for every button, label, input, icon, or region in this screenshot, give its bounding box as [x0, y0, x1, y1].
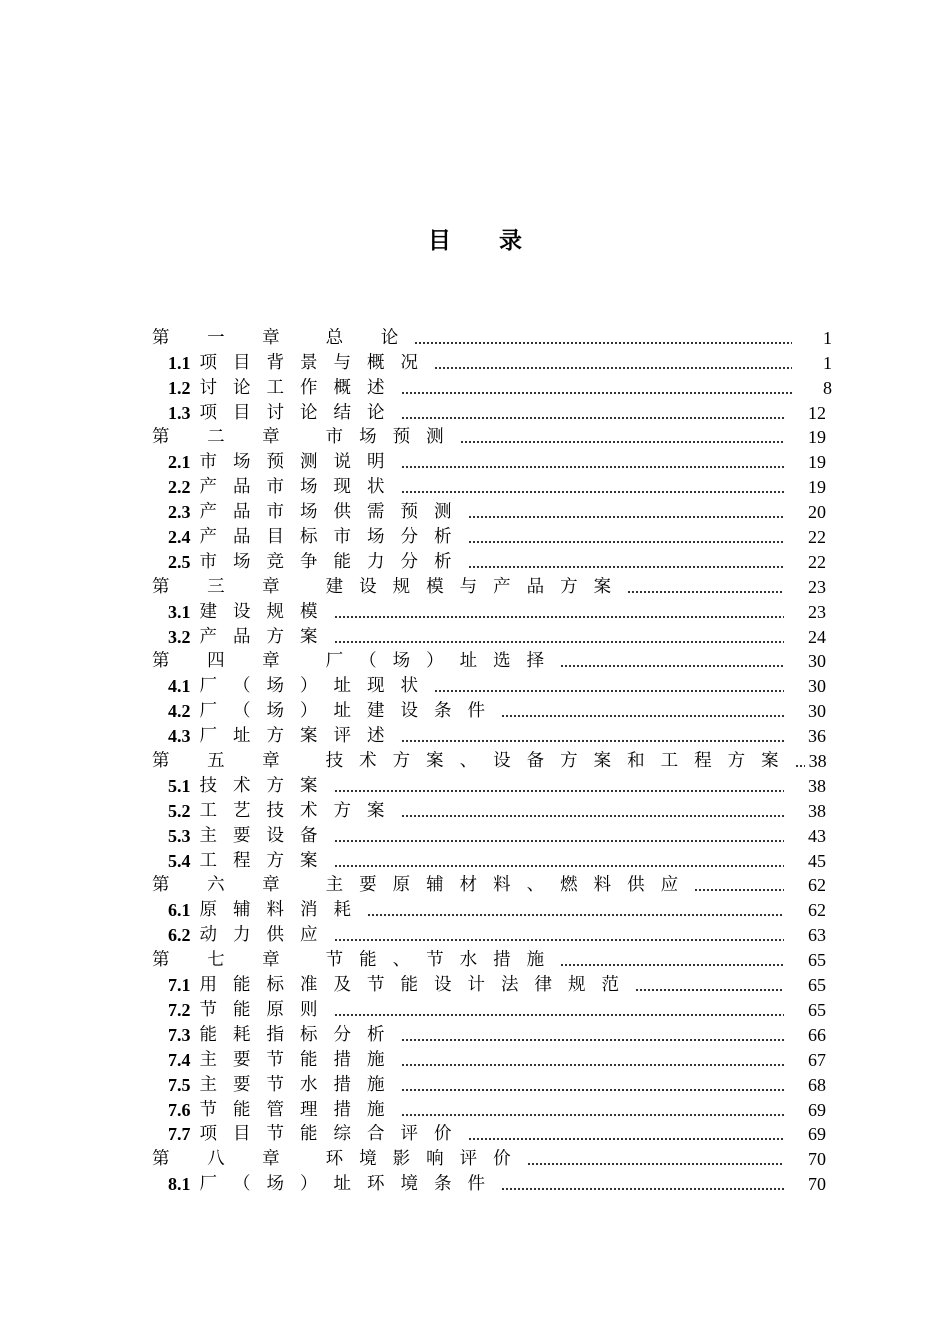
toc-section-entry[interactable]: [152, 697, 832, 722]
toc-section-entry[interactable]: [152, 598, 832, 623]
entry-title: 工艺技术方案: [199, 800, 401, 821]
entry-title: 厂址方案评述: [199, 726, 401, 747]
section-number: 7.6: [168, 1099, 191, 1120]
entry-title: 节能管理措施: [199, 1099, 401, 1120]
dot-leader: [694, 889, 784, 891]
toc-section-entry[interactable]: [152, 1046, 832, 1071]
page-number: 30: [808, 676, 826, 697]
section-number: 8.1: [168, 1174, 191, 1195]
chapter-label: 第 八 章: [152, 1149, 296, 1170]
section-number: 4.3: [168, 726, 191, 747]
entry-title: 技术方案、设备方案和工程方案: [325, 751, 795, 772]
entry-title: 厂（场）址现状: [199, 676, 434, 697]
dot-leader: [401, 815, 785, 817]
entry-title: 厂（场）址建设条件: [199, 701, 501, 722]
page-number: 65: [808, 975, 826, 996]
dot-leader: [527, 1163, 784, 1165]
page-number: 1: [823, 327, 832, 348]
toc-chapter-entry[interactable]: [152, 573, 832, 598]
table-of-contents: [152, 324, 832, 1195]
dot-leader: [414, 342, 792, 344]
entry-title: 产品目标市场分析: [199, 527, 468, 548]
dot-leader: [401, 1114, 785, 1116]
entry-title: 市场预测: [325, 427, 460, 448]
toc-section-entry[interactable]: [152, 996, 832, 1021]
page-number: 20: [808, 502, 826, 523]
chapter-label: 第 二 章: [152, 427, 296, 448]
dot-leader: [401, 1089, 785, 1091]
dot-leader: [334, 1014, 785, 1016]
page-number: 12: [808, 402, 826, 423]
entry-title: 产品市场供需预测: [199, 502, 468, 523]
toc-section-entry[interactable]: [152, 523, 832, 548]
dot-leader: [334, 790, 785, 792]
chapter-label: 第 一 章: [152, 327, 296, 348]
page-number: 65: [808, 999, 826, 1020]
dot-leader: [501, 1188, 784, 1190]
toc-section-entry[interactable]: [152, 971, 832, 996]
dot-leader: [401, 1064, 785, 1066]
page-number: 63: [808, 925, 826, 946]
section-number: 1.1: [168, 352, 191, 373]
toc-section-entry[interactable]: [152, 349, 832, 374]
entry-title: 项目背景与概况: [199, 352, 434, 373]
toc-chapter-entry[interactable]: [152, 324, 832, 349]
toc-section-entry[interactable]: [152, 847, 832, 872]
page-number: 38: [808, 775, 826, 796]
section-number: 3.1: [168, 601, 191, 622]
entry-title: 建设规模: [199, 601, 334, 622]
section-number: 2.4: [168, 527, 191, 548]
entry-title: 项目讨论结论: [199, 402, 401, 423]
page-number: 68: [808, 1074, 826, 1095]
chapter-label: 第 三 章: [152, 576, 296, 597]
entry-title: 环境影响评价: [325, 1149, 527, 1170]
dot-leader: [468, 541, 785, 543]
entry-title: 主要节水措施: [199, 1074, 401, 1095]
toc-section-entry[interactable]: [152, 548, 832, 573]
chapter-label: 第 七 章: [152, 950, 296, 971]
page-number: 70: [808, 1174, 826, 1195]
page-number: 23: [808, 601, 826, 622]
section-number: 5.3: [168, 825, 191, 846]
entry-title: 主要原辅材料、燃料供应: [325, 875, 695, 896]
entry-title: 主要设备: [199, 825, 334, 846]
section-number: 7.7: [168, 1124, 191, 1145]
toc-section-entry[interactable]: [152, 448, 832, 473]
toc-section-entry[interactable]: [152, 498, 832, 523]
page-number: 36: [808, 726, 826, 747]
entry-title: 工程方案: [199, 850, 334, 871]
page-number: 24: [808, 626, 826, 647]
page-number: 62: [808, 900, 826, 921]
toc-section-entry[interactable]: [152, 896, 832, 921]
dot-leader: [401, 740, 785, 742]
toc-chapter-entry[interactable]: [152, 648, 832, 673]
dot-leader: [795, 765, 805, 767]
entry-title: 市场竞争能力分析: [199, 551, 468, 572]
toc-section-entry[interactable]: [152, 399, 832, 424]
section-number: 2.2: [168, 477, 191, 498]
dot-leader: [627, 591, 784, 593]
page-number: 30: [808, 651, 826, 672]
entry-title: 产品市场现状: [199, 477, 401, 498]
toc-chapter-entry[interactable]: [152, 424, 832, 449]
page-number: 19: [808, 452, 826, 473]
toc-section-entry[interactable]: [152, 623, 832, 648]
section-number: 7.1: [168, 975, 191, 996]
section-number: 4.1: [168, 676, 191, 697]
dot-leader: [468, 566, 785, 568]
section-number: 6.1: [168, 900, 191, 921]
page-number: 38: [808, 800, 826, 821]
section-number: 7.2: [168, 999, 191, 1020]
entry-title: 厂（场）址选择: [325, 651, 561, 672]
section-number: 5.2: [168, 800, 191, 821]
page-number: 38: [808, 751, 827, 772]
section-number: 2.3: [168, 502, 191, 523]
page-number: 66: [808, 1024, 826, 1045]
page-number: 69: [808, 1099, 826, 1120]
toc-section-entry[interactable]: [152, 1071, 832, 1096]
section-number: 1.3: [168, 402, 191, 423]
entry-title: 技术方案: [199, 775, 334, 796]
toc-chapter-entry[interactable]: [152, 872, 832, 897]
dot-leader: [468, 516, 785, 518]
dot-leader: [334, 641, 785, 643]
dot-leader: [334, 840, 785, 842]
dot-leader: [460, 441, 784, 443]
dot-leader: [434, 690, 784, 692]
toc-section-entry[interactable]: [152, 1170, 832, 1195]
toc-section-entry[interactable]: [152, 1121, 832, 1146]
section-number: 7.3: [168, 1024, 191, 1045]
section-number: 5.1: [168, 775, 191, 796]
entry-title: 厂（场）址环境条件: [199, 1174, 501, 1195]
page-number: 69: [808, 1124, 826, 1145]
page-number: 19: [808, 477, 826, 498]
chapter-label: 第 四 章: [152, 651, 296, 672]
page-number: 45: [808, 850, 826, 871]
page-number: 43: [808, 825, 826, 846]
dot-leader: [468, 1138, 785, 1140]
page-number: 23: [808, 576, 826, 597]
toc-chapter-entry[interactable]: [152, 946, 832, 971]
dot-leader: [334, 616, 785, 618]
dot-leader: [560, 665, 784, 667]
toc-section-entry[interactable]: [152, 1096, 832, 1121]
page-title: 目 录: [427, 228, 542, 254]
page-number: 8: [823, 377, 832, 398]
page-number: 67: [808, 1049, 826, 1070]
page-number: 22: [808, 551, 826, 572]
toc-chapter-entry[interactable]: [152, 747, 832, 772]
page-number: 19: [808, 427, 826, 448]
entry-title: 动力供应: [199, 925, 334, 946]
toc-section-entry[interactable]: [152, 797, 832, 822]
page-number: 65: [808, 950, 826, 971]
entry-title: 项目节能综合评价: [199, 1124, 468, 1145]
section-number: 2.5: [168, 551, 191, 572]
entry-title: 主要节能措施: [199, 1049, 401, 1070]
dot-leader: [401, 491, 785, 493]
entry-title: 用能标准及节能设计法律规范: [199, 975, 635, 996]
page-number: 1: [823, 352, 832, 373]
dot-leader: [401, 466, 785, 468]
dot-leader: [367, 914, 784, 916]
section-number: 4.2: [168, 701, 191, 722]
dot-leader: [401, 392, 793, 394]
toc-section-entry[interactable]: [152, 473, 832, 498]
entry-title: 原辅料消耗: [199, 900, 367, 921]
entry-title: 产品方案: [199, 626, 334, 647]
dot-leader: [501, 715, 784, 717]
toc-section-entry[interactable]: [152, 822, 832, 847]
page-number: 30: [808, 701, 826, 722]
dot-leader: [560, 964, 784, 966]
entry-title: 讨论工作概述: [199, 377, 401, 398]
section-number: 7.4: [168, 1049, 191, 1070]
section-number: 3.2: [168, 626, 191, 647]
page-number: 62: [808, 875, 826, 896]
dot-leader: [635, 989, 784, 991]
toc-chapter-entry[interactable]: [152, 1145, 832, 1170]
dot-leader: [401, 417, 785, 419]
entry-title: 市场预测说明: [199, 452, 401, 473]
chapter-label: 第 六 章: [152, 875, 296, 896]
section-number: 6.2: [168, 925, 191, 946]
entry-title: 能耗指标分析: [199, 1024, 401, 1045]
section-number: 5.4: [168, 850, 191, 871]
toc-section-entry[interactable]: [152, 374, 832, 399]
chapter-label: 第 五 章: [152, 751, 296, 772]
toc-section-entry[interactable]: [152, 1021, 832, 1046]
dot-leader: [334, 939, 785, 941]
dot-leader: [334, 865, 785, 867]
toc-section-entry[interactable]: [152, 921, 832, 946]
dot-leader: [434, 367, 792, 369]
page-number: 70: [808, 1149, 826, 1170]
toc-section-entry[interactable]: [152, 672, 832, 697]
entry-title: 建设规模与产品方案: [325, 576, 628, 597]
toc-section-entry[interactable]: [152, 722, 832, 747]
entry-title: 节能、节水措施: [325, 950, 561, 971]
entry-title: 节能原则: [199, 999, 334, 1020]
page-number: 22: [808, 527, 826, 548]
section-number: 1.2: [168, 377, 191, 398]
section-number: 7.5: [168, 1074, 191, 1095]
dot-leader: [401, 1039, 785, 1041]
toc-section-entry[interactable]: [152, 772, 832, 797]
section-number: 2.1: [168, 452, 191, 473]
entry-title: 总 论: [325, 327, 415, 348]
